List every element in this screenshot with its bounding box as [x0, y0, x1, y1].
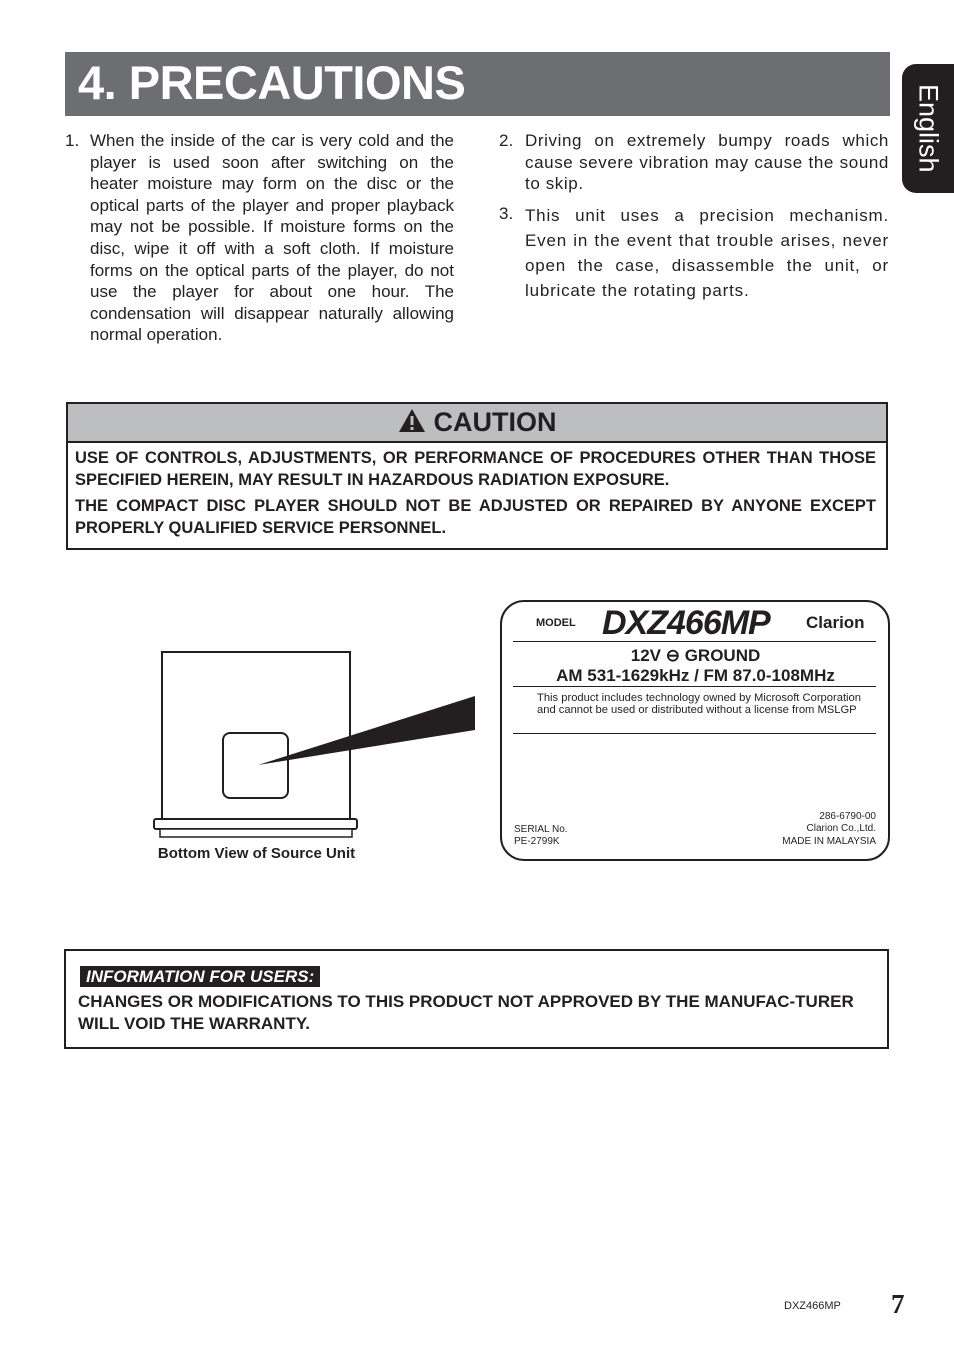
source-unit-bottom-view	[150, 645, 480, 845]
label-frequency-spec: AM 531-1629kHz / FM 87.0-108MHz	[556, 666, 835, 685]
caution-title: CAUTION	[433, 407, 557, 437]
precaution-text: This unit uses a precision mechanism. Even in the event that trouble arises, never open the case, disassemble the unit, or lubricate the rotating parts.	[525, 206, 889, 300]
precaution-text: When the inside of the car is very cold and the player is used soon after switching on the heater moisture may form on the disc or the optical parts of the player and proper playback may not be possible. If moisture forms on the disc, wipe it off with a soft cloth. If moisture forms on the optical parts of the player, do not use the player for about one hour. The condensation will disappear naturally allowing normal operation.	[90, 131, 454, 345]
label-model-tag: MODEL	[536, 617, 576, 629]
label-location-marker	[223, 733, 288, 798]
label-divider	[513, 641, 876, 642]
label-divider	[513, 686, 876, 687]
caution-header	[68, 404, 886, 443]
label-divider	[513, 733, 876, 734]
information-tag: INFORMATION FOR USERS:	[80, 966, 320, 987]
page-number: 7	[891, 1289, 905, 1319]
precaution-number: 2.	[499, 131, 514, 150]
warning-triangle-icon	[398, 408, 426, 438]
label-company: Clarion Co.,Ltd.	[806, 823, 876, 834]
information-text: CHANGES OR MODIFICATIONS TO THIS PRODUCT NOT APPROVED BY THE MANUFAC-TURER WILL VOID THE WARRANTY.	[78, 992, 854, 1033]
label-part-number: 286-6790-00	[819, 811, 876, 822]
precaution-number: 3.	[499, 204, 514, 223]
caution-paragraph: THE COMPACT DISC PLAYER SHOULD NOT BE ADJUSTED OR REPAIRED BY ANYONE EXCEPT PROPERLY QUALIFIED SERVICE PERSONNEL.	[75, 497, 876, 537]
figure-caption: Bottom View of Source Unit	[157, 845, 356, 862]
precaution-item-2	[499, 130, 890, 200]
label-serial-number: PE-2799K	[514, 836, 560, 847]
precaution-item-1	[65, 130, 455, 350]
unit-base	[154, 819, 357, 829]
page-title: 4. PRECAUTIONS	[78, 56, 466, 109]
unit-bezel-edge	[160, 829, 352, 837]
precaution-text: Driving on extremely bumpy roads which cause severe vibration may cause the sound to skip.	[525, 131, 889, 194]
precaution-number: 1.	[65, 131, 80, 150]
label-power-spec: 12V ⊖ GROUND	[630, 646, 761, 665]
label-microsoft-notice: This product includes technology owned by Microsoft Corporation and cannot be used or distributed without a license from MSLGP	[537, 692, 861, 717]
label-brand: Clarion	[806, 613, 865, 632]
label-made-in: MADE IN MALAYSIA	[782, 836, 876, 847]
language-tab-label: English	[913, 84, 944, 173]
footer-model: DXZ466MP	[784, 1300, 841, 1312]
label-serial-caption: SERIAL No.	[514, 824, 568, 835]
caution-paragraph: USE OF CONTROLS, ADJUSTMENTS, OR PERFORMANCE OF PROCEDURES OTHER THAN THOSE SPECIFIED HEREIN, MAY RESULT IN HAZARDOUS RADIATION EXPOSURE.	[75, 449, 876, 489]
precaution-item-3	[499, 203, 890, 303]
label-model-name: DXZ466MP	[602, 604, 770, 642]
